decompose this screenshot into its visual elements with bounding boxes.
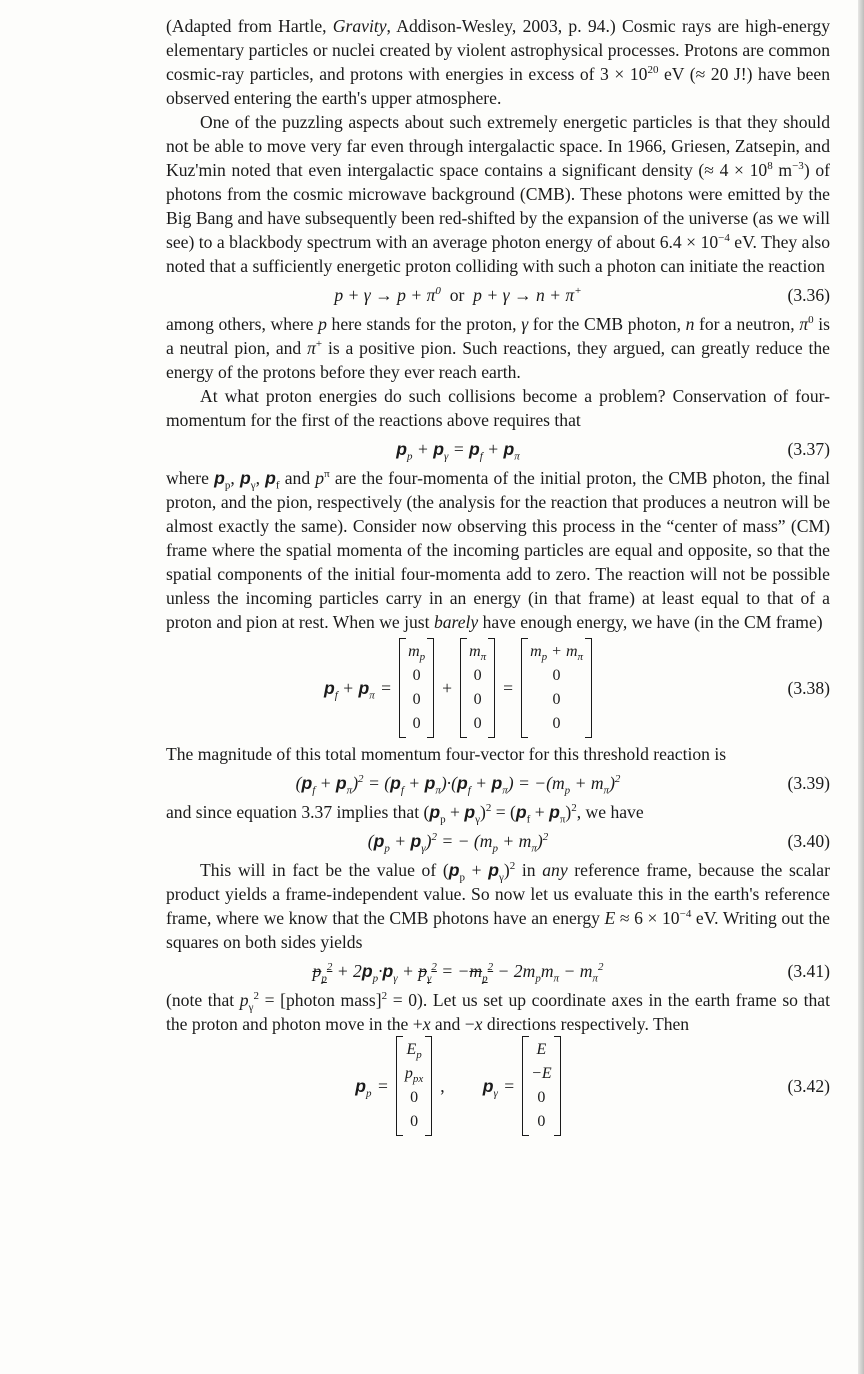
paragraph-6: The magnitude of this total momentum four-vector for this threshold reaction is bbox=[166, 744, 727, 764]
paragraph-1: (Adapted from Hartle, Gravity, Addison-Wesley, 2003, p. 94.) Cosmic rays are high-energy elementary particles or nuclei created by violent astrophysical processes. Protons are common cosmic-ray particles, and protons with energies in excess of $3 \times 10^{20}$ eV (≈ 20 J!) have been observed entering the earth's upper atmosphere. bbox=[166, 16, 830, 108]
page-edge bbox=[858, 0, 864, 1374]
equation-3-38: $p_f + p_\pi$ = $m_p$ 0 0 0 + $m_\pi$ 0 0 0 = $m_p + m_\pi$ 0 0 0 (3.38) bbox=[166, 634, 830, 742]
equation-number: (3.38) bbox=[787, 678, 830, 698]
equation-number: (3.40) bbox=[787, 831, 830, 851]
equation-number: (3.39) bbox=[787, 773, 830, 793]
equation-number: (3.42) bbox=[787, 1076, 830, 1096]
equation-3-39: $(p_f + p_\pi)^2 = (p_f + p_\pi)\cdot(p_f + p_\pi) = -(m_p + m_\pi)^2$ (3.39) bbox=[166, 766, 830, 800]
equation-3-41: $p_p^2 + 2p_p\cdot p_\gamma + p_\gamma^2 = -m_p^2 - 2m_pm_\pi - m_\pi^2$ (3.41) bbox=[166, 954, 830, 988]
paragraph-4: At what proton energies do such collisions become a problem? Conservation of four-momentum for the first of the reactions above requires that bbox=[166, 386, 830, 430]
paragraph-8: This will in fact be the value of $(p_p + p_\gamma)^2$ in any reference frame, because the scalar product yields a frame-independent value. So now let us evaluate this in the earth's reference frame, where we know that the CMB photons have an energy $E \approx 6 \times 10^{-4}$ eV. Writing out the squares on both sides yields bbox=[166, 860, 830, 952]
matrix-sum: $m_p + m_\pi$ 0 0 0 bbox=[521, 638, 592, 738]
paragraph-2: One of the puzzling aspects about such extremely energetic particles is that they should not be able to move very far even through intergalactic space. In 1966, Griesen, Zatsepin, and Kuz'min noted that even intergalactic space contains a significant density (≈ $4 \times 10^8$ $m^{-3}$) of photons from the cosmic microwave background (CMB). These photons were emitted by the Big Bang and have subsequently been red-shifted by the expansion of the universe (as we will see) to a blackbody spectrum with an average photon energy of about $6.4 \times 10^{-4}$ eV. They also noted that a sufficiently energetic proton colliding with such a photon can initiate the reaction bbox=[166, 112, 831, 276]
matrix-photon-momentum: E −E 0 0 bbox=[522, 1036, 561, 1136]
equation-3-40: $(p_p + p_\gamma)^2$ = − $(m_p + m_\pi)^2$ (3.40) bbox=[166, 824, 830, 858]
equation-number: (3.41) bbox=[787, 961, 830, 981]
equation-number: (3.37) bbox=[787, 439, 830, 459]
equation-3-42: $p_p$ = $E_p$ $p_{px}$ 0 0 , $p_\gamma$ = E −E 0 0 (3.42) bbox=[166, 1036, 830, 1136]
equation-number: (3.36) bbox=[787, 285, 830, 305]
paragraph-7: and since equation 3.37 implies that $(p_p + p_\gamma)^2 = (p_f + p_\pi)^2$, we have bbox=[166, 802, 644, 826]
matrix-pion: $m_\pi$ 0 0 0 bbox=[460, 638, 495, 738]
page-content bbox=[166, 14, 830, 1136]
paragraph-5: where $p_p$, $p_\gamma$, $p_f$ and $p^\pi$ are the four-momenta of the initial proton, the CMB photon, the final proton, and the pion, respectively (the analysis for the reaction that produces a neutron will be almost exactly the same). Consider now observing this process in the “center of mass” (CM) frame where the spatial momenta of the incoming particles are equal and opposite, so that the spatial components of the initial four-momenta add to zero. The reaction will not be possible unless the incoming particles carry in an energy (in that frame) at least equal to that of a proton and pion at rest. When we just barely have enough energy, we have (in the CM frame) bbox=[166, 468, 830, 632]
equation-3-36: $p + \gamma \to p + \pi^0$ or p + γ → n + π+ (3.36) bbox=[166, 278, 830, 312]
equation-3-37: $p_p + p_\gamma = p_f + p_\pi$ (3.37) bbox=[166, 432, 830, 466]
paragraph-3: among others, where p here stands for the proton, γ for the CMB photon, n for a neutron, $\pi^0$ is a neutral pion, and π+ is a positive pion. Such reactions, they argued, can greatly reduce the energy of the protons before they ever reach earth. bbox=[166, 314, 830, 382]
matrix-proton-momentum: $E_p$ $p_{px}$ 0 0 bbox=[396, 1036, 432, 1136]
paragraph-9: (note that $p_\gamma^2$ = [photon mass]$^2$ = 0). Let us set up coordinate axes in the earth frame so that the proton and photon move in the +x and −x directions respectively. Then bbox=[166, 990, 830, 1034]
matrix-proton: $m_p$ 0 0 0 bbox=[399, 638, 434, 738]
